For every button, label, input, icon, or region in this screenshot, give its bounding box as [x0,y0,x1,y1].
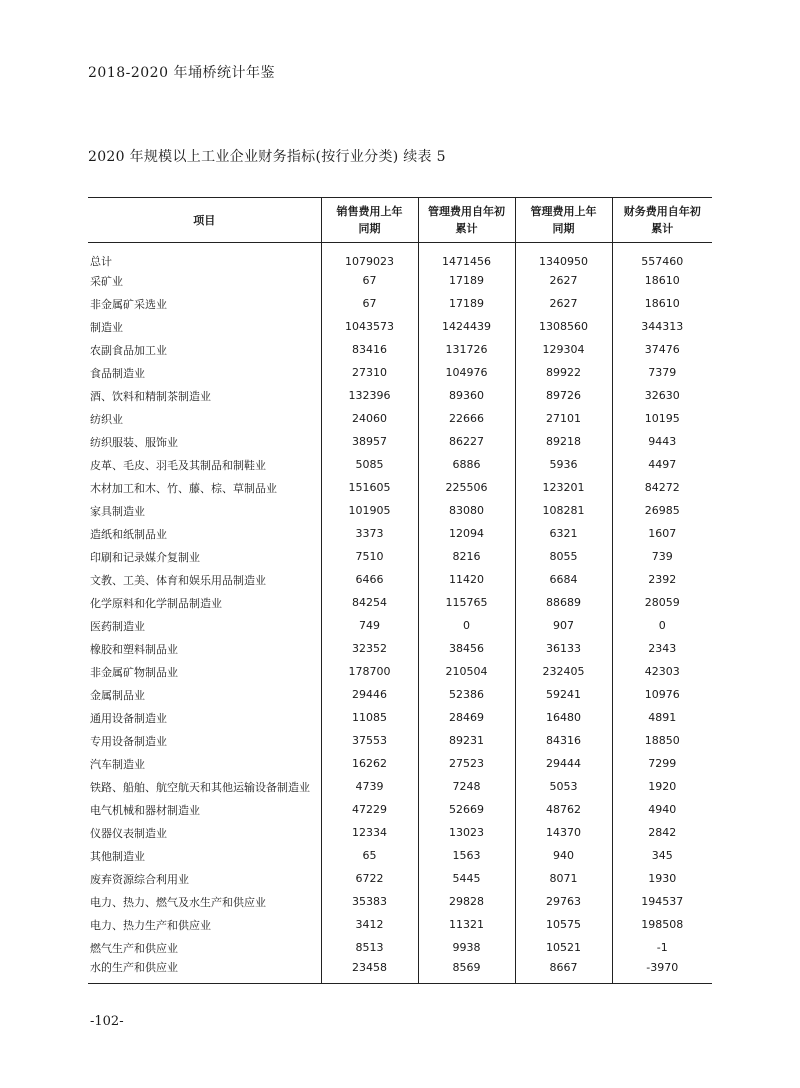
row-label: 其他制造业 [90,849,145,863]
value-cell: 344313 [612,315,712,338]
value-cell: 12334 [321,821,418,844]
column-header-line: 财务费用自年初 [623,205,701,218]
value-cell: 2627 [515,292,612,315]
row-label: 采矿业 [90,274,123,288]
value-cell: 37476 [612,338,712,361]
table-row [88,315,712,338]
row-label: 总计 [90,255,112,268]
value-cell: 739 [612,545,712,568]
value-cell: 345 [612,844,712,867]
value-cell: 132396 [321,384,418,407]
value-cell: 14370 [515,821,612,844]
table-row [88,614,712,637]
table-row [88,243,712,270]
row-label: 专用设备制造业 [90,734,167,748]
row-label: 非金属矿采选业 [90,297,167,311]
value-cell: 6886 [418,453,515,476]
row-label: 非金属矿物制品业 [90,665,178,679]
value-cell: 35383 [321,890,418,913]
value-cell: 1607 [612,522,712,545]
value-cell: 28469 [418,706,515,729]
row-label: 金属制品业 [90,688,145,702]
table-row [88,775,712,798]
value-cell: 557460 [612,243,712,270]
table-row [88,430,712,453]
value-cell: 115765 [418,591,515,614]
value-cell: 65 [321,844,418,867]
value-cell: 84254 [321,591,418,614]
value-cell: 89218 [515,430,612,453]
table-row [88,338,712,361]
row-label: 农副食品加工业 [90,343,167,357]
value-cell: 749 [321,614,418,637]
value-cell: 1563 [418,844,515,867]
value-cell: 151605 [321,476,418,499]
row-label: 木材加工和木、竹、藤、棕、草制品业 [90,481,277,495]
value-cell: 37553 [321,729,418,752]
value-cell: 67 [321,292,418,315]
value-cell: 178700 [321,660,418,683]
row-label: 印刷和记录媒介复制业 [90,550,200,564]
row-label: 废弃资源综合利用业 [90,872,189,886]
value-cell: 8071 [515,867,612,890]
table-row [88,683,712,706]
value-cell: 89360 [418,384,515,407]
value-cell: 6722 [321,867,418,890]
value-cell: 83416 [321,338,418,361]
table-row [88,453,712,476]
row-label: 通用设备制造业 [90,711,167,725]
value-cell: 7248 [418,775,515,798]
table-row [88,568,712,591]
value-cell: -3970 [612,959,712,984]
value-cell: 104976 [418,361,515,384]
row-label: 铁路、船舶、航空航天和其他运输设备制造业 [90,780,310,794]
value-cell: 210504 [418,660,515,683]
row-label: 制造业 [90,320,123,334]
value-cell: 8055 [515,545,612,568]
value-cell: 52669 [418,798,515,821]
value-cell: 86227 [418,430,515,453]
value-cell: 36133 [515,637,612,660]
value-cell: 83080 [418,499,515,522]
table-row [88,499,712,522]
value-cell: 16262 [321,752,418,775]
value-cell: 10575 [515,913,612,936]
value-cell: 1079023 [321,243,418,270]
page-number: -102- [90,1014,124,1029]
column-header [612,198,712,243]
value-cell: 18850 [612,729,712,752]
value-cell: 940 [515,844,612,867]
value-cell: 4891 [612,706,712,729]
value-cell: 1308560 [515,315,612,338]
table-body [88,243,712,984]
value-cell: 131726 [418,338,515,361]
column-header-line: 销售费用上年 [336,205,403,218]
value-cell: 8513 [321,936,418,959]
table-row [88,752,712,775]
value-cell: 2392 [612,568,712,591]
value-cell: 4497 [612,453,712,476]
value-cell: 8216 [418,545,515,568]
value-cell: 38957 [321,430,418,453]
value-cell: 4739 [321,775,418,798]
value-cell: 232405 [515,660,612,683]
column-header-line: 累计 [651,222,674,235]
table-row [88,269,712,292]
value-cell: 24060 [321,407,418,430]
value-cell: 123201 [515,476,612,499]
value-cell: 7510 [321,545,418,568]
table-row [88,706,712,729]
value-cell: 29763 [515,890,612,913]
value-cell: 12094 [418,522,515,545]
value-cell: 17189 [418,269,515,292]
row-label: 电力、热力生产和供应业 [90,918,211,932]
value-cell: 17189 [418,292,515,315]
table-row [88,660,712,683]
value-cell: 89726 [515,384,612,407]
table-row [88,384,712,407]
value-cell: 48762 [515,798,612,821]
row-label: 酒、饮料和精制茶制造业 [90,389,211,403]
value-cell: 2842 [612,821,712,844]
row-label: 家具制造业 [90,504,145,518]
row-label: 电气机械和器材制造业 [90,803,200,817]
value-cell: 89231 [418,729,515,752]
row-label: 仪器仪表制造业 [90,826,167,840]
table-row [88,959,712,984]
value-cell: 7379 [612,361,712,384]
table-row [88,591,712,614]
table-row [88,292,712,315]
value-cell: 8569 [418,959,515,984]
table-row [88,361,712,384]
value-cell: 27101 [515,407,612,430]
value-cell: 11420 [418,568,515,591]
value-cell: -1 [612,936,712,959]
value-cell: 32352 [321,637,418,660]
value-cell: 89922 [515,361,612,384]
value-cell: 28059 [612,591,712,614]
table-row [88,545,712,568]
value-cell: 1930 [612,867,712,890]
value-cell: 11085 [321,706,418,729]
table-row [88,867,712,890]
column-header [418,198,515,243]
value-cell: 2627 [515,269,612,292]
row-label: 燃气生产和供应业 [90,941,178,955]
financial-indicators-table [88,197,712,984]
column-header-line: 同期 [358,222,381,235]
value-cell: 18610 [612,292,712,315]
value-cell: 9938 [418,936,515,959]
value-cell: 29444 [515,752,612,775]
value-cell: 3412 [321,913,418,936]
table-header [88,198,712,243]
table-row [88,407,712,430]
column-header [515,198,612,243]
value-cell: 6321 [515,522,612,545]
table-row [88,913,712,936]
value-cell: 101905 [321,499,418,522]
value-cell: 1340950 [515,243,612,270]
value-cell: 194537 [612,890,712,913]
value-cell: 52386 [418,683,515,706]
value-cell: 67 [321,269,418,292]
value-cell: 29446 [321,683,418,706]
value-cell: 29828 [418,890,515,913]
header-row [88,198,712,243]
column-header [321,198,418,243]
table-row [88,476,712,499]
value-cell: 108281 [515,499,612,522]
table-row [88,821,712,844]
value-cell: 907 [515,614,612,637]
row-label: 纺织业 [90,412,123,426]
row-label: 纺织服装、服饰业 [90,435,178,449]
column-header-line: 累计 [455,222,478,235]
value-cell: 129304 [515,338,612,361]
value-cell: 13023 [418,821,515,844]
value-cell: 23458 [321,959,418,984]
value-cell: 11321 [418,913,515,936]
value-cell: 27310 [321,361,418,384]
value-cell: 88689 [515,591,612,614]
value-cell: 0 [612,614,712,637]
value-cell: 5936 [515,453,612,476]
value-cell: 10195 [612,407,712,430]
table-row [88,522,712,545]
row-label: 文教、工美、体育和娱乐用品制造业 [90,573,266,587]
row-label: 造纸和纸制品业 [90,527,167,541]
column-header-line: 管理费用自年初 [428,205,505,218]
row-label: 化学原料和化学制品制造业 [90,596,222,610]
row-label: 医药制造业 [90,619,145,633]
value-cell: 84316 [515,729,612,752]
value-cell: 7299 [612,752,712,775]
value-cell: 9443 [612,430,712,453]
table-row [88,890,712,913]
row-label: 皮革、毛皮、羽毛及其制品和制鞋业 [90,458,266,472]
value-cell: 1471456 [418,243,515,270]
value-cell: 225506 [418,476,515,499]
value-cell: 27523 [418,752,515,775]
value-cell: 38456 [418,637,515,660]
value-cell: 22666 [418,407,515,430]
value-cell: 5053 [515,775,612,798]
table-title: 2020 年规模以上工业企业财务指标(按行业分类) 续表 5 [88,149,446,165]
running-header: 2018-2020 年埇桥统计年鉴 [88,65,275,81]
column-header-line: 项目 [193,213,216,227]
value-cell: 1920 [612,775,712,798]
value-cell: 18610 [612,269,712,292]
value-cell: 26985 [612,499,712,522]
value-cell: 10976 [612,683,712,706]
value-cell: 198508 [612,913,712,936]
value-cell: 1043573 [321,315,418,338]
value-cell: 16480 [515,706,612,729]
row-label: 食品制造业 [90,366,145,380]
value-cell: 0 [418,614,515,637]
value-cell: 59241 [515,683,612,706]
column-header [88,198,321,243]
value-cell: 3373 [321,522,418,545]
value-cell: 6684 [515,568,612,591]
value-cell: 5085 [321,453,418,476]
value-cell: 4940 [612,798,712,821]
table-row [88,729,712,752]
value-cell: 2343 [612,637,712,660]
row-label: 水的生产和供应业 [90,961,178,974]
value-cell: 32630 [612,384,712,407]
value-cell: 84272 [612,476,712,499]
table-row [88,798,712,821]
table-row [88,936,712,959]
row-label: 汽车制造业 [90,757,145,771]
table-row [88,844,712,867]
value-cell: 10521 [515,936,612,959]
row-label: 橡胶和塑料制品业 [90,642,178,656]
value-cell: 6466 [321,568,418,591]
value-cell: 8667 [515,959,612,984]
value-cell: 42303 [612,660,712,683]
value-cell: 1424439 [418,315,515,338]
value-cell: 47229 [321,798,418,821]
column-header-line: 管理费用上年 [530,205,597,218]
column-header-line: 同期 [552,222,575,235]
value-cell: 5445 [418,867,515,890]
financial-indicators-table-container [88,197,712,984]
row-label: 电力、热力、燃气及水生产和供应业 [90,895,266,909]
table-row [88,637,712,660]
